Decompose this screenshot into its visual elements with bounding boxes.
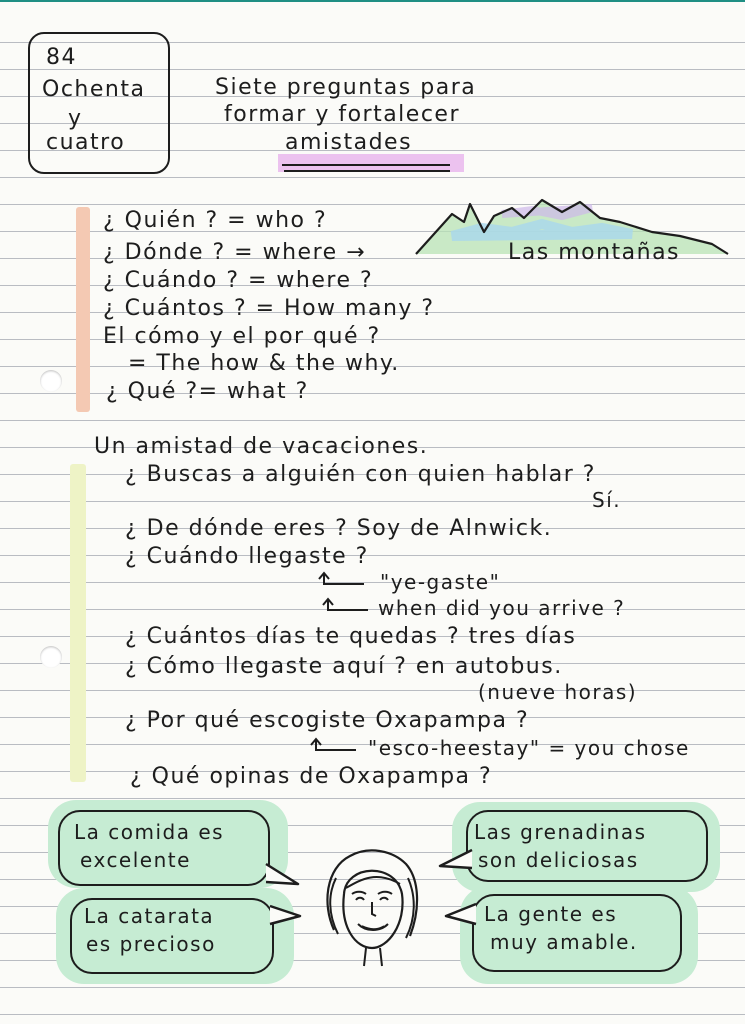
- speech-bubble-tail: [262, 862, 302, 892]
- speech-bubble-text: muy amable.: [490, 930, 638, 954]
- dialogue-line: ¿ Cómo llegaste aquí ? en autobus.: [125, 654, 563, 679]
- pronunciation-note: "ye-gaste": [380, 570, 501, 594]
- question-line: ¿ Quién ? = who ?: [103, 208, 328, 233]
- number-box-word: y: [68, 106, 83, 131]
- punch-hole-bottom: [40, 646, 62, 668]
- speech-bubble-tail: [440, 900, 480, 930]
- translation-note: when did you arrive ?: [378, 596, 626, 620]
- highlight-bar-dialogue: [70, 464, 86, 782]
- page-title-line: Siete preguntas para: [215, 75, 477, 100]
- question-line: = The how & the why.: [128, 351, 400, 376]
- speech-bubble-tail: [436, 848, 476, 878]
- dialogue-line: ¿ De dónde eres ? Soy de Alnwick.: [125, 516, 553, 541]
- arrow-icon: [310, 736, 360, 756]
- title-underline: [282, 164, 450, 166]
- question-line: El cómo y el por qué ?: [103, 324, 381, 349]
- dialogue-line: ¿ Qué opinas de Oxapampa ?: [130, 764, 493, 789]
- dialogue-note: (nueve horas): [478, 680, 638, 704]
- mountains-label: Las montañas: [508, 240, 681, 265]
- dialogue-answer: Sí.: [592, 488, 622, 512]
- highlight-bar-questions: [76, 207, 90, 412]
- speech-bubble-text: son deliciosas: [478, 848, 639, 872]
- question-line: ¿ Cuántos ? = How many ?: [103, 296, 435, 321]
- dialogue-line: ¿ Cuándo llegaste ?: [125, 544, 369, 569]
- dialogue-line: ¿ Por qué escogiste Oxapampa ?: [125, 708, 530, 733]
- arrow-icon: [322, 596, 372, 616]
- speech-bubble-text: es precioso: [86, 932, 216, 956]
- dialogue-heading: Un amistad de vacaciones.: [94, 434, 429, 459]
- speech-bubble-tail: [266, 902, 306, 932]
- speech-bubble-text: La gente es: [484, 902, 618, 926]
- speech-bubble-text: Las grenadinas: [474, 820, 647, 844]
- question-line: ¿ Cuándo ? = where ?: [103, 268, 374, 293]
- dialogue-line: ¿ Buscas a alguién con quien hablar ?: [125, 462, 596, 487]
- dialogue-line: ¿ Cuántos días te quedas ? tres días: [125, 624, 577, 649]
- punch-hole-top: [40, 370, 62, 392]
- question-line: ¿ Dónde ? = where →: [103, 240, 367, 265]
- question-line: ¿ Qué ?= what ?: [106, 379, 309, 404]
- face-drawing: [316, 844, 426, 974]
- number-box-number: 84: [46, 45, 77, 70]
- number-box-word: cuatro: [46, 130, 126, 155]
- speech-bubble-text: excelente: [80, 848, 191, 872]
- page-title-line: amistades: [285, 130, 413, 155]
- number-box-word: Ochenta: [42, 77, 146, 102]
- speech-bubble-text: La catarata: [84, 904, 215, 928]
- title-underline: [284, 170, 450, 172]
- arrow-icon: [318, 570, 368, 590]
- pronunciation-note: "esco-heestay" = you chose: [368, 736, 690, 760]
- page-title-line: formar y fortalecer: [224, 102, 461, 127]
- speech-bubble-text: La comida es: [74, 820, 225, 844]
